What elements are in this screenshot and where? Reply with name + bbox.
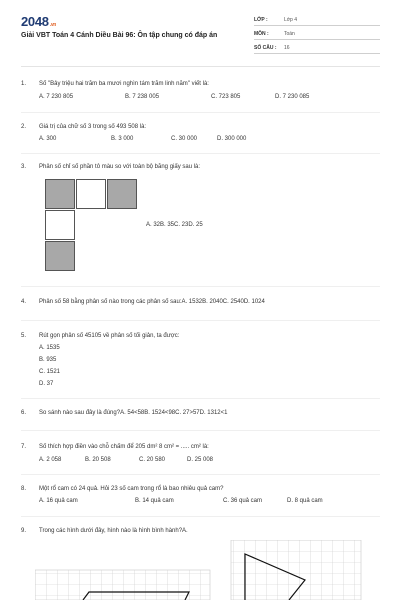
option-d[interactable]: D. 37 (39, 381, 54, 387)
option-a[interactable]: A. 7 230 805 (39, 94, 74, 100)
option-b[interactable]: B. 20 508 (85, 457, 111, 463)
option-d[interactable]: D. 7 230 085 (275, 94, 310, 100)
strip-cell-shaded (107, 179, 137, 209)
logo-main: 2048 (21, 14, 49, 29)
question-number: 8. (21, 486, 27, 492)
site-logo[interactable] (21, 14, 56, 29)
question-number: 3. (21, 164, 27, 170)
meta-subject-key: MÔN : (254, 31, 269, 37)
header-divider (21, 66, 380, 67)
question-text: Phân số chỉ số phần tô màu so với toàn bộ băng giấy sau là: (39, 164, 201, 170)
meta-count-key: SỐ CÂU : (254, 45, 277, 51)
option-b[interactable]: B. 7 238 005 (125, 94, 160, 100)
option-c[interactable]: C. 1521 (39, 369, 61, 375)
meta-count (254, 42, 380, 54)
question-text: Một rổ cam có 24 quả. Hỏi 23 số cam trong rổ là bao nhiêu quả cam? (39, 486, 224, 492)
option-c[interactable]: C. 723 805 (211, 94, 241, 100)
question-divider (21, 112, 380, 113)
meta-class-key: LỚP : (254, 17, 268, 23)
question-number: 2. (21, 124, 27, 130)
question-divider (21, 516, 380, 517)
question-text: Trong các hình dưới đây, hình nào là hình bình hành?A. (39, 528, 188, 534)
page-title: Giải VBT Toán 4 Cánh Diều Bài 96: Ôn tập chung có đáp án (21, 32, 218, 39)
strip-cell-shaded (45, 241, 75, 271)
option-c[interactable]: C. 20 580 (139, 457, 166, 463)
question-number: 7. (21, 444, 27, 450)
meta-class (254, 14, 380, 26)
option-d[interactable]: D. 300 000 (217, 136, 247, 142)
strip-cell-shaded (45, 179, 75, 209)
meta-subject (254, 28, 380, 40)
question-text: Số thích hợp điền vào chỗ chấm để 205 dm² 8 cm² = ..... cm² là: (39, 444, 209, 450)
meta-subject-value: Toán (284, 31, 295, 37)
option-d[interactable]: D. 25 008 (187, 457, 214, 463)
option-a[interactable]: A. 16 quả cam (39, 498, 78, 504)
question-divider (21, 430, 380, 431)
question-divider (21, 286, 380, 287)
strip-cell-empty (45, 210, 75, 240)
grid-left (35, 570, 210, 600)
question-divider (21, 153, 380, 154)
option-c[interactable]: C. 30 000 (171, 136, 198, 142)
option-a[interactable]: A. 300 (39, 136, 57, 142)
question-number: 4. (21, 299, 27, 305)
question-number: 1. (21, 81, 27, 87)
question-3-options: A. 32B. 35C. 23D. 25 (146, 222, 203, 228)
option-a[interactable]: A. 2 058 (39, 457, 62, 463)
option-d[interactable]: D. 8 quả cam (287, 498, 323, 504)
option-b[interactable]: B. 14 quả cam (135, 498, 174, 504)
question-text: Rút gọn phân số 45105 về phân số tối giản, ta được: (39, 333, 180, 339)
option-b[interactable]: B. 3 000 (111, 136, 134, 142)
question-number: 9. (21, 528, 27, 534)
question-text: Số "Bảy triệu hai trăm ba mươi nghìn tám trăm linh năm" viết là: (39, 81, 209, 87)
question-text: So sánh nào sau đây là đúng?A. 54<58B. 1524<98C. 27>57D. 1312<1 (39, 410, 228, 416)
meta-class-value: Lớp 4 (284, 17, 298, 23)
question-number: 5. (21, 333, 27, 339)
question-number: 6. (21, 410, 27, 416)
logo-domain: .vn (49, 22, 57, 28)
option-c[interactable]: C. 36 quả cam (223, 498, 263, 504)
option-a[interactable]: A. 1535 (39, 345, 60, 351)
question-text: Giá trị của chữ số 3 trong số 493 508 là: (39, 124, 147, 130)
question-divider (21, 398, 380, 399)
question-text: Phân số 58 bằng phân số nào trong các phân số sau:A. 1532B. 2040C. 2540D. 1024 (39, 299, 265, 305)
meta-count-value: 16 (284, 45, 290, 51)
question-divider (21, 320, 380, 321)
strip-cell-empty (76, 179, 106, 209)
question-divider (21, 474, 380, 475)
parallelogram-figures (35, 540, 365, 600)
option-b[interactable]: B. 935 (39, 357, 57, 363)
